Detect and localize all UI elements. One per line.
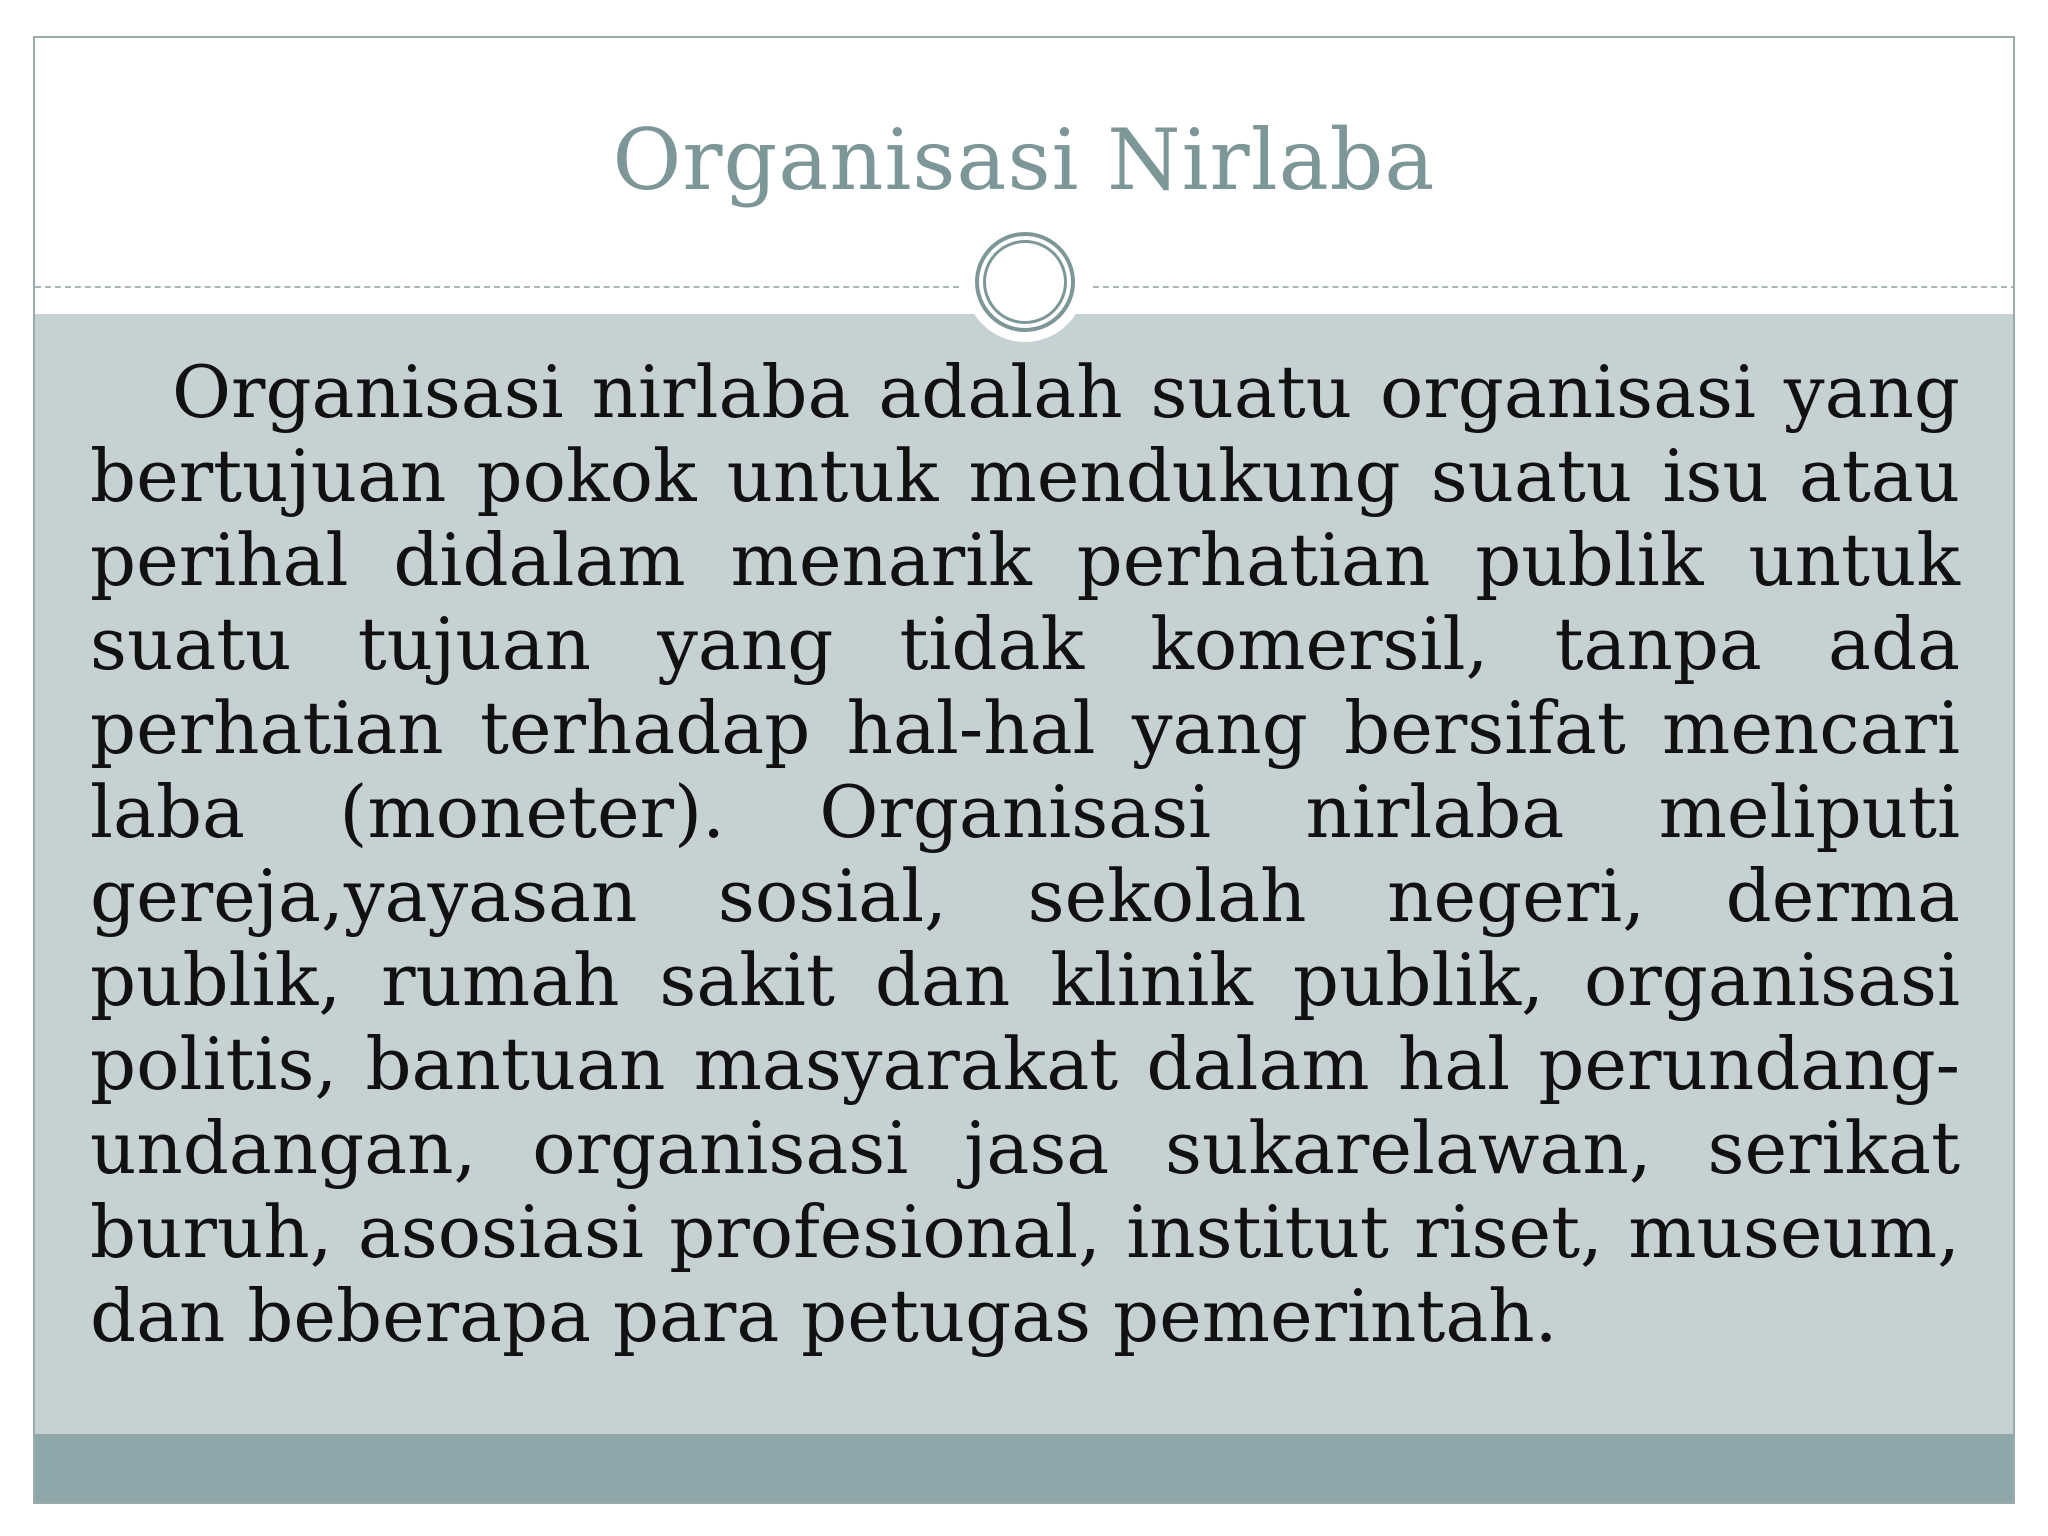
ornament-inner-ring [983, 240, 1067, 324]
divider-line-left [35, 286, 959, 288]
slide [33, 36, 2015, 1504]
footer-bar [35, 1434, 2013, 1504]
body-paragraph: Organisasi nirlaba adalah suatu organisasi yang bertujuan pokok untuk mendukung suatu isu atau perihal didalam menarik perhatian publik untuk suatu tujuan yang tidak komersil, tanpa ada perhatian terhadap hal-hal yang bersifat mencari laba (moneter). Organisasi nirlaba meliputi gereja,yayasan sosial, sekolah negeri, derma publik, rumah sakit dan klinik publik, organisasi politis, bantuan masyarakat dalam hal perundang-undangan, organisasi jasa sukarelawan, serikat buruh, asosiasi profesional, institut riset, museum, dan beberapa para petugas pemerintah. [90, 350, 1960, 1358]
divider-line-right [1093, 286, 2015, 288]
slide-title: Organisasi Nirlaba [612, 111, 1436, 209]
